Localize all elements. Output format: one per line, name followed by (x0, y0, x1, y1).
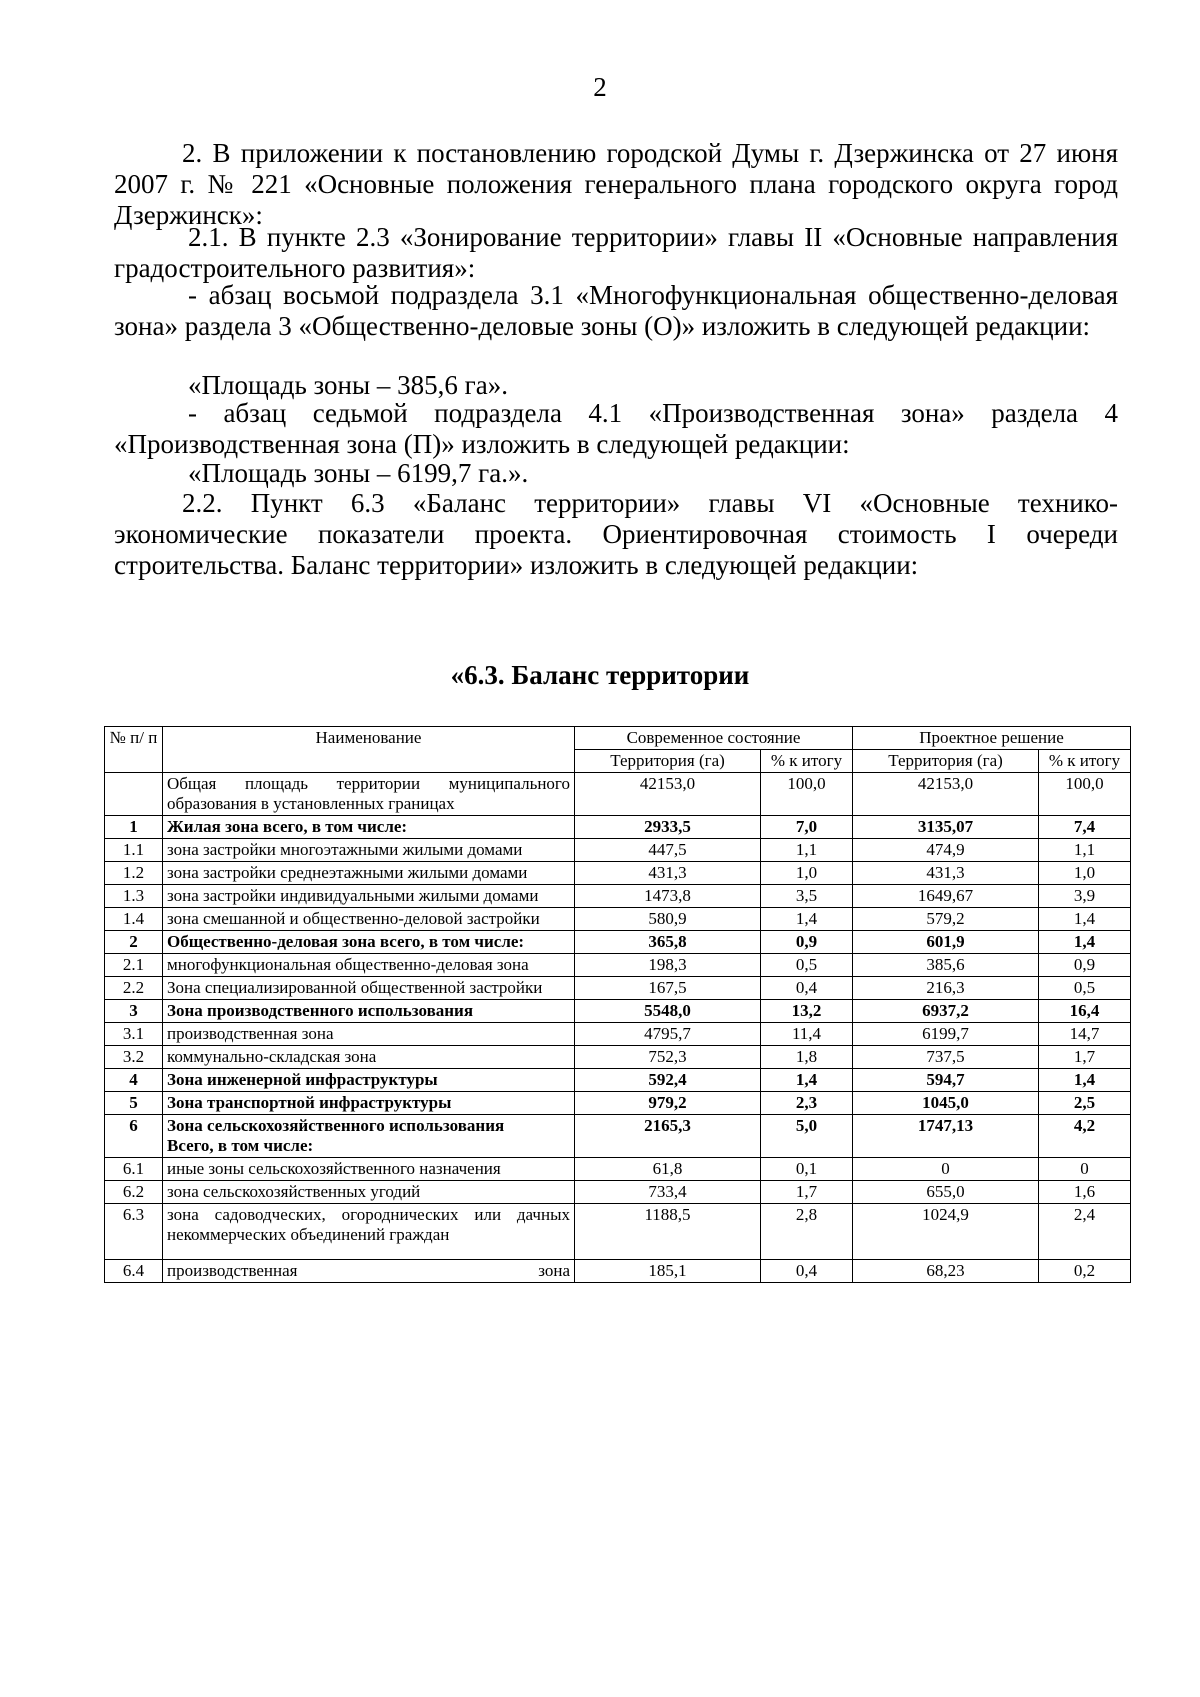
table-header-row (105, 727, 1131, 750)
row-num: 6.4 (105, 1260, 163, 1283)
row-project-pct: 0 (1039, 1158, 1131, 1181)
row-project-ha: 216,3 (853, 977, 1039, 1000)
row-current-pct: 100,0 (761, 773, 853, 816)
row-name: производственная зона (163, 1260, 575, 1283)
row-name: зона сельскохозяйственных угодий (163, 1181, 575, 1204)
row-name: Жилая зона всего, в том числе: (163, 816, 575, 839)
row-project-pct: 0,2 (1039, 1260, 1131, 1283)
row-num: 6 (105, 1115, 163, 1158)
table-row (105, 1181, 1131, 1204)
row-num: 5 (105, 1092, 163, 1115)
row-num: 1.4 (105, 908, 163, 931)
row-num: 3.1 (105, 1023, 163, 1046)
table-row (105, 1000, 1131, 1023)
row-current-pct: 11,4 (761, 1023, 853, 1046)
row-current-ha: 2165,3 (575, 1115, 761, 1158)
row-name: Зона специализированной общественной застройки (163, 977, 575, 1000)
row-name: Общественно-деловая зона всего, в том числе: (163, 931, 575, 954)
row-name: производственная зона (163, 1023, 575, 1046)
row-current-pct: 1,1 (761, 839, 853, 862)
header-current-territory: Территория (га) (575, 750, 761, 773)
row-current-ha: 979,2 (575, 1092, 761, 1115)
row-name: иные зоны сельскохозяйственного назначения (163, 1158, 575, 1181)
row-project-pct: 100,0 (1039, 773, 1131, 816)
row-current-pct: 0,4 (761, 1260, 853, 1283)
row-current-pct: 0,4 (761, 977, 853, 1000)
row-current-pct: 0,1 (761, 1158, 853, 1181)
row-current-pct: 3,5 (761, 885, 853, 908)
row-current-pct: 2,3 (761, 1092, 853, 1115)
row-project-ha: 6199,7 (853, 1023, 1039, 1046)
row-project-ha: 601,9 (853, 931, 1039, 954)
row-current-ha: 61,8 (575, 1158, 761, 1181)
row-project-ha: 737,5 (853, 1046, 1039, 1069)
row-project-ha: 579,2 (853, 908, 1039, 931)
row-name-subtitle: Всего, в том числе: (167, 1136, 314, 1155)
row-name-cell (163, 1115, 575, 1158)
row-project-pct: 14,7 (1039, 1023, 1131, 1046)
header-name: Наименование (163, 727, 575, 773)
row-current-ha: 447,5 (575, 839, 761, 862)
row-current-ha: 1473,8 (575, 885, 761, 908)
row-num: 1.2 (105, 862, 163, 885)
row-current-pct: 13,2 (761, 1000, 853, 1023)
paragraph-amend-4-1: - абзац седьмой подраздела 4.1 «Производственная зона» раздела 4 «Производственная зона (П)» изложить в следующей редакции: (114, 398, 1118, 459)
table-row (105, 954, 1131, 977)
row-project-pct: 1,4 (1039, 908, 1131, 931)
row-current-ha: 752,3 (575, 1046, 761, 1069)
row-current-ha: 365,8 (575, 931, 761, 954)
row-name: зона застройки многоэтажными жилыми домами (163, 839, 575, 862)
row-project-pct: 0,5 (1039, 977, 1131, 1000)
row-name: Зона транспортной инфраструктуры (163, 1092, 575, 1115)
row-project-ha: 385,6 (853, 954, 1039, 977)
table-row (105, 1092, 1131, 1115)
row-project-ha: 6937,2 (853, 1000, 1039, 1023)
table-row (105, 1260, 1131, 1283)
table-row (105, 1023, 1131, 1046)
row-project-pct: 1,7 (1039, 1046, 1131, 1069)
row-num (105, 773, 163, 816)
table-row (105, 862, 1131, 885)
row-project-ha: 594,7 (853, 1069, 1039, 1092)
row-current-ha: 1188,5 (575, 1204, 761, 1260)
paragraph-2: 2. В приложении к постановлению городской Думы г. Дзержинска от 27 июня 2007 г. № 221 «Основные положения генерального плана городского округа город Дзержинск»: (114, 138, 1118, 230)
table-row (105, 931, 1131, 954)
row-project-ha: 1045,0 (853, 1092, 1039, 1115)
row-project-ha: 1747,13 (853, 1115, 1039, 1158)
table-row (105, 816, 1131, 839)
row-project-ha: 42153,0 (853, 773, 1039, 816)
header-project-territory: Территория (га) (853, 750, 1039, 773)
row-project-pct: 2,4 (1039, 1204, 1131, 1260)
row-current-pct: 5,0 (761, 1115, 853, 1158)
row-project-ha: 655,0 (853, 1181, 1039, 1204)
header-project: Проектное решение (853, 727, 1131, 750)
row-num: 2.2 (105, 977, 163, 1000)
row-current-ha: 431,3 (575, 862, 761, 885)
header-current-percent: % к итогу (761, 750, 853, 773)
row-project-ha: 1649,67 (853, 885, 1039, 908)
row-project-ha: 3135,07 (853, 816, 1039, 839)
row-current-ha: 2933,5 (575, 816, 761, 839)
row-num: 6.3 (105, 1204, 163, 1260)
row-current-pct: 1,4 (761, 908, 853, 931)
row-project-pct: 2,5 (1039, 1092, 1131, 1115)
row-current-pct: 1,8 (761, 1046, 853, 1069)
row-num: 6.1 (105, 1158, 163, 1181)
row-current-pct: 7,0 (761, 816, 853, 839)
row-project-ha: 431,3 (853, 862, 1039, 885)
row-project-pct: 1,6 (1039, 1181, 1131, 1204)
row-current-ha: 4795,7 (575, 1023, 761, 1046)
row-current-ha: 185,1 (575, 1260, 761, 1283)
section-title: «6.3. Баланс территории (450, 660, 750, 690)
page-number: 2 (593, 72, 607, 102)
row-current-pct: 1,7 (761, 1181, 853, 1204)
row-current-ha: 733,4 (575, 1181, 761, 1204)
territory-balance-table (104, 726, 1131, 1283)
row-name: Зона сельскохозяйственного использования (167, 1116, 505, 1135)
row-num: 3.2 (105, 1046, 163, 1069)
row-current-ha: 167,5 (575, 977, 761, 1000)
row-name: коммунально-складская зона (163, 1046, 575, 1069)
row-project-pct: 1,4 (1039, 931, 1131, 954)
table-row (105, 773, 1131, 816)
row-current-ha: 592,4 (575, 1069, 761, 1092)
table-row (105, 1115, 1131, 1158)
row-name: зона садоводческих, огороднических или дачных некоммерческих объединений граждан (163, 1204, 575, 1260)
row-num: 1 (105, 816, 163, 839)
paragraph-2-2: 2.2. Пункт 6.3 «Баланс территории» главы VI «Основные технико-экономические показатели проекта. Ориентировочная стоимость I очереди строительства. Баланс территории» изложить в следующей редакции: (114, 488, 1118, 580)
quote-area-6199: «Площадь зоны – 6199,7 га.». (188, 458, 529, 488)
row-name: Зона производственного использования (163, 1000, 575, 1023)
row-project-ha: 68,23 (853, 1260, 1039, 1283)
row-num: 6.2 (105, 1181, 163, 1204)
table-row (105, 1069, 1131, 1092)
row-current-pct: 0,5 (761, 954, 853, 977)
row-current-ha: 5548,0 (575, 1000, 761, 1023)
row-current-pct: 2,8 (761, 1204, 853, 1260)
table-row (105, 1204, 1131, 1260)
table-row (105, 1158, 1131, 1181)
header-project-percent: % к итогу (1039, 750, 1131, 773)
row-name: Общая площадь территории муниципального образования в установленных границах (163, 773, 575, 816)
row-project-pct: 1,4 (1039, 1069, 1131, 1092)
paragraph-amend-3-1: - абзац восьмой подраздела 3.1 «Многофункциональная общественно-деловая зона» раздела 3 «Общественно-деловые зоны (О)» изложить в следующей редакции: (114, 280, 1118, 341)
row-project-ha: 0 (853, 1158, 1039, 1181)
row-project-pct: 16,4 (1039, 1000, 1131, 1023)
quote-area-385: «Площадь зоны – 385,6 га». (188, 370, 508, 400)
row-name: многофункциональная общественно-деловая зона (163, 954, 575, 977)
row-num: 1.1 (105, 839, 163, 862)
table-row (105, 977, 1131, 1000)
paragraph-2-1: 2.1. В пункте 2.3 «Зонирование территории» главы II «Основные направления градостроительного развития»: (114, 222, 1118, 283)
table-row (105, 908, 1131, 931)
row-num: 2 (105, 931, 163, 954)
row-project-pct: 7,4 (1039, 816, 1131, 839)
row-current-ha: 580,9 (575, 908, 761, 931)
table-row (105, 885, 1131, 908)
header-num: № п/ п (105, 727, 163, 773)
row-project-pct: 4,2 (1039, 1115, 1131, 1158)
row-current-ha: 42153,0 (575, 773, 761, 816)
row-project-ha: 474,9 (853, 839, 1039, 862)
row-name: зона застройки индивидуальными жилыми домами (163, 885, 575, 908)
row-project-ha: 1024,9 (853, 1204, 1039, 1260)
table-row (105, 839, 1131, 862)
row-num: 3 (105, 1000, 163, 1023)
row-name: зона застройки среднеэтажными жилыми домами (163, 862, 575, 885)
row-current-pct: 1,0 (761, 862, 853, 885)
row-name: зона смешанной и общественно-деловой застройки (163, 908, 575, 931)
header-current: Современное состояние (575, 727, 853, 750)
row-name: Зона инженерной инфраструктуры (163, 1069, 575, 1092)
row-project-pct: 3,9 (1039, 885, 1131, 908)
row-num: 1.3 (105, 885, 163, 908)
row-project-pct: 1,1 (1039, 839, 1131, 862)
row-num: 2.1 (105, 954, 163, 977)
row-project-pct: 0,9 (1039, 954, 1131, 977)
row-project-pct: 1,0 (1039, 862, 1131, 885)
row-current-ha: 198,3 (575, 954, 761, 977)
row-current-pct: 0,9 (761, 931, 853, 954)
row-current-pct: 1,4 (761, 1069, 853, 1092)
table-row (105, 1046, 1131, 1069)
row-num: 4 (105, 1069, 163, 1092)
